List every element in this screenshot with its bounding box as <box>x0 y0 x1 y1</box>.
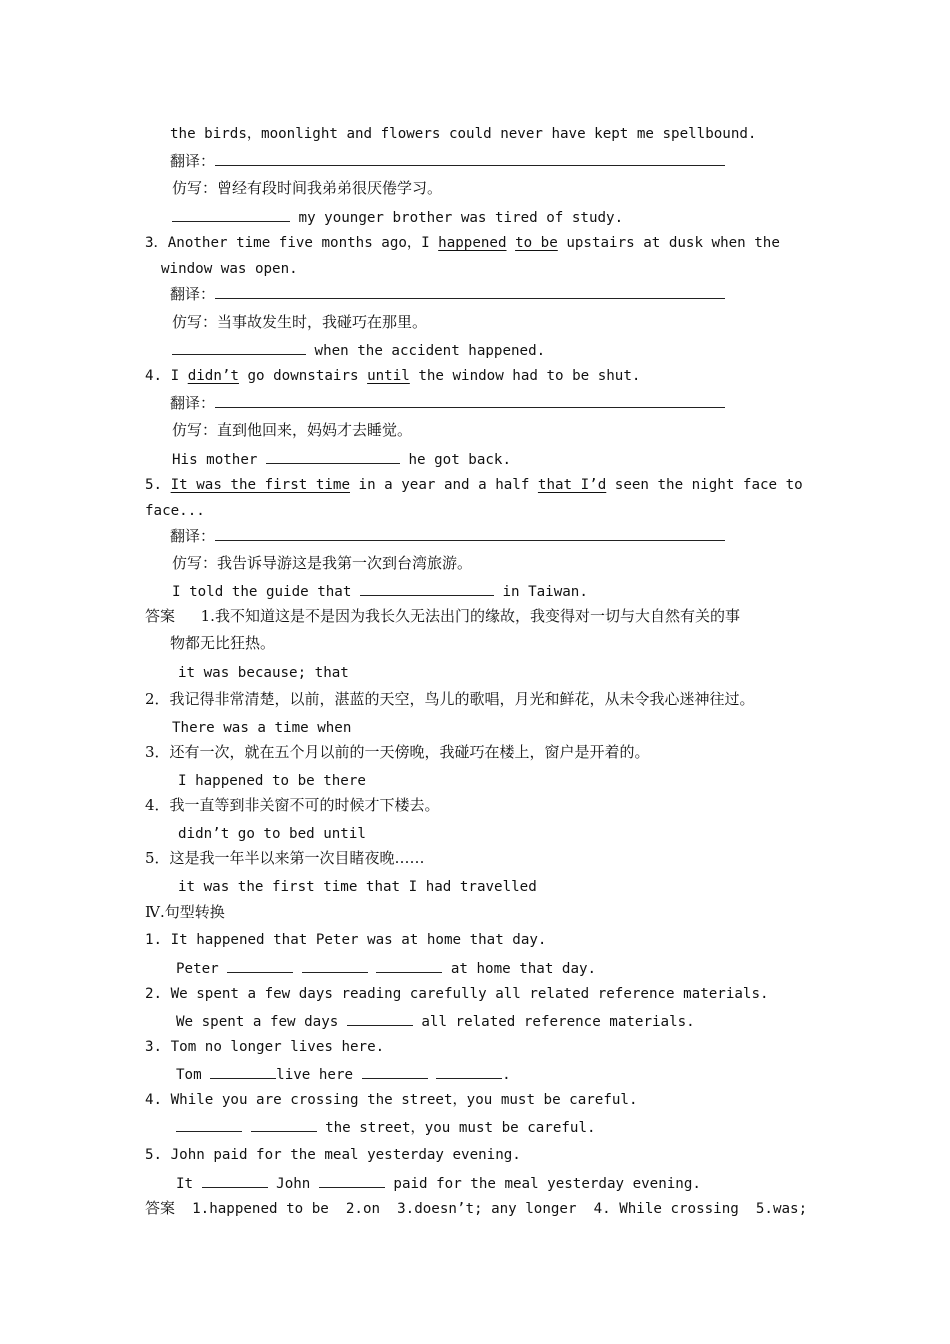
rewrite-text-a: Peter <box>176 961 228 977</box>
section-heading: Ⅳ.句型转换 <box>145 903 225 921</box>
fill-blank[interactable] <box>347 1012 413 1026</box>
imitate-text-a: His mother <box>172 452 266 468</box>
imitate-text: when the accident happened. <box>306 343 546 359</box>
item5-text-b: seen the night face to <box>606 477 803 493</box>
fill-blank[interactable] <box>202 1174 268 1188</box>
answer-3-en: I happened to be there <box>178 773 366 789</box>
item3-translate-line <box>170 285 725 304</box>
item-number: 4. <box>145 368 171 384</box>
item2-imitate-cn <box>172 179 442 198</box>
q3-sentence: 3. Tom no longer lives here. <box>145 1039 385 1055</box>
fill-blank[interactable] <box>376 959 442 973</box>
imitate-text-b: in Taiwan. <box>493 584 588 600</box>
answer-label: 答案 <box>145 607 176 625</box>
q4-sentence: 4. While you are crossing the street，you must be careful. <box>145 1092 638 1108</box>
answers-line-1 <box>145 607 740 626</box>
rewrite-text-b: live here <box>276 1067 362 1083</box>
item5-imitate-cn <box>172 554 472 573</box>
item5-underlined-1: It was the first time <box>170 477 350 493</box>
answer-5-en: it was the first time that I had travelled <box>178 879 537 895</box>
answer-2-cn: 2．我记得非常清楚，以前，湛蓝的天空，鸟儿的歌唱，月光和鲜花，从未令我心迷神往过。 <box>145 690 755 708</box>
item4-imitate-en <box>172 450 511 469</box>
item4-imitate-cn <box>172 421 412 440</box>
fill-blank[interactable] <box>362 1065 428 1079</box>
translate-label: 翻译： <box>170 152 216 170</box>
answer-1-en: it was because; that <box>178 665 349 681</box>
translate-label: 翻译： <box>170 527 216 545</box>
rewrite-text-b: John <box>267 1176 319 1192</box>
item5-translate-line <box>170 527 725 546</box>
item4-text-b: go downstairs <box>238 368 368 384</box>
fill-blank[interactable] <box>227 959 293 973</box>
answer-4-en: didn’t go to bed until <box>178 826 366 842</box>
answer-text: 1.happened to be 2.on 3.doesn’t; any longer 4. While crossing 5.was; <box>192 1201 808 1217</box>
item4-text-c: the window had to be shut. <box>409 368 641 384</box>
fill-blank[interactable] <box>172 208 290 222</box>
translate-blank[interactable] <box>215 152 725 166</box>
item3-underlined-1: happened <box>438 235 507 251</box>
translate-blank[interactable] <box>215 285 725 299</box>
imitate-text: my younger brother was tired of study. <box>290 210 624 226</box>
item5-underlined-2: that I’d <box>537 477 607 493</box>
imitate-text-a: I told the guide that <box>172 584 360 600</box>
rewrite-text-b: at home that day. <box>442 961 597 977</box>
imitate-prompt: 直到他回来，妈妈才去睡觉。 <box>217 421 413 439</box>
item2-tail: the birds，moonlight and flowers could never have kept me spellbound. <box>170 126 757 142</box>
fill-blank[interactable] <box>176 1118 242 1132</box>
item2-translate-line <box>170 152 725 171</box>
answer-2-en: There was a time when <box>172 720 352 736</box>
item4-translate-line <box>170 394 725 413</box>
q5-sentence: 5. John paid for the meal yesterday evening. <box>145 1147 521 1163</box>
item4-sentence <box>145 367 640 385</box>
item3-text-b: upstairs at dusk when the <box>557 235 780 251</box>
answer-4-cn: 4．我一直等到非关窗不可的时候才下楼去。 <box>145 796 440 814</box>
item4-underlined-2: until <box>367 368 410 384</box>
section4-answers <box>145 1199 807 1218</box>
item2-imitate-en <box>172 208 623 227</box>
rewrite-text-a: It <box>176 1176 202 1192</box>
imitate-prompt: 当事故发生时，我碰巧在那里。 <box>217 313 428 331</box>
answer-5-cn: 5．这是我一年半以来第一次目睹夜晚…… <box>145 849 425 867</box>
rewrite-text-a: Tom <box>176 1067 211 1083</box>
translate-blank[interactable] <box>215 394 725 408</box>
fill-blank[interactable] <box>210 1065 276 1079</box>
item3-imitate-en <box>172 341 545 360</box>
answer-1-cn-cont: 物都无比狂热。 <box>170 634 276 652</box>
item5-sentence-cont: face... <box>145 503 205 519</box>
fill-blank[interactable] <box>251 1118 317 1132</box>
translate-label: 翻译： <box>170 285 216 303</box>
imitate-label: 仿写： <box>172 421 218 439</box>
answer-label: 答案 <box>145 1199 176 1217</box>
imitate-label: 仿写： <box>172 313 218 331</box>
item-number: 5. <box>145 477 171 493</box>
imitate-prompt: 我告诉导游这是我第一次到台湾旅游。 <box>217 554 473 572</box>
imitate-label: 仿写： <box>172 179 218 197</box>
item5-text-a: in a year and a half <box>350 477 538 493</box>
q5-rewrite <box>176 1174 701 1193</box>
rewrite-text-c: . <box>502 1067 511 1083</box>
item3-sentence-cont: window was open. <box>161 261 298 277</box>
rewrite-text-b: the street，you must be careful. <box>316 1120 596 1136</box>
q1-rewrite <box>176 959 596 978</box>
item5-imitate-en <box>172 582 588 601</box>
fill-blank[interactable] <box>302 959 368 973</box>
fill-blank[interactable] <box>266 450 400 464</box>
q2-rewrite <box>176 1012 695 1031</box>
rewrite-text-a: We spent a few days <box>176 1014 347 1030</box>
imitate-label: 仿写： <box>172 554 218 572</box>
rewrite-text-c: paid for the meal yesterday evening. <box>384 1176 701 1192</box>
translate-blank[interactable] <box>215 527 725 541</box>
q1-sentence: 1. It happened that Peter was at home that day. <box>145 932 547 948</box>
imitate-prompt: 曾经有段时间我弟弟很厌倦学习。 <box>217 179 443 197</box>
item3-sentence <box>145 234 780 252</box>
item3-imitate-cn <box>172 313 427 332</box>
translate-label: 翻译： <box>170 394 216 412</box>
fill-blank[interactable] <box>360 582 494 596</box>
fill-blank[interactable] <box>436 1065 502 1079</box>
item4-text-a: I <box>170 368 188 384</box>
rewrite-text-b: all related reference materials. <box>412 1014 695 1030</box>
item3-underlined-2: to be <box>515 235 558 251</box>
item5-sentence <box>145 476 803 494</box>
fill-blank[interactable] <box>319 1174 385 1188</box>
q2-sentence: 2. We spent a few days reading carefully all related reference materials. <box>145 986 769 1002</box>
item-number: 3． <box>145 235 168 251</box>
item4-underlined-1: didn’t <box>187 368 239 384</box>
answer-3-cn: 3．还有一次，就在五个月以前的一天傍晚，我碰巧在楼上，窗户是开着的。 <box>145 743 650 761</box>
imitate-text-b: he got back. <box>399 452 512 468</box>
item3-text-a: Another time five months ago，I <box>167 235 439 251</box>
q3-rewrite <box>176 1065 511 1084</box>
answer-1-cn: 1.我不知道这是不是因为我长久无法出门的缘故，我变得对一切与大自然有关的事 <box>200 607 740 625</box>
q4-rewrite <box>176 1118 596 1137</box>
fill-blank[interactable] <box>172 341 306 355</box>
